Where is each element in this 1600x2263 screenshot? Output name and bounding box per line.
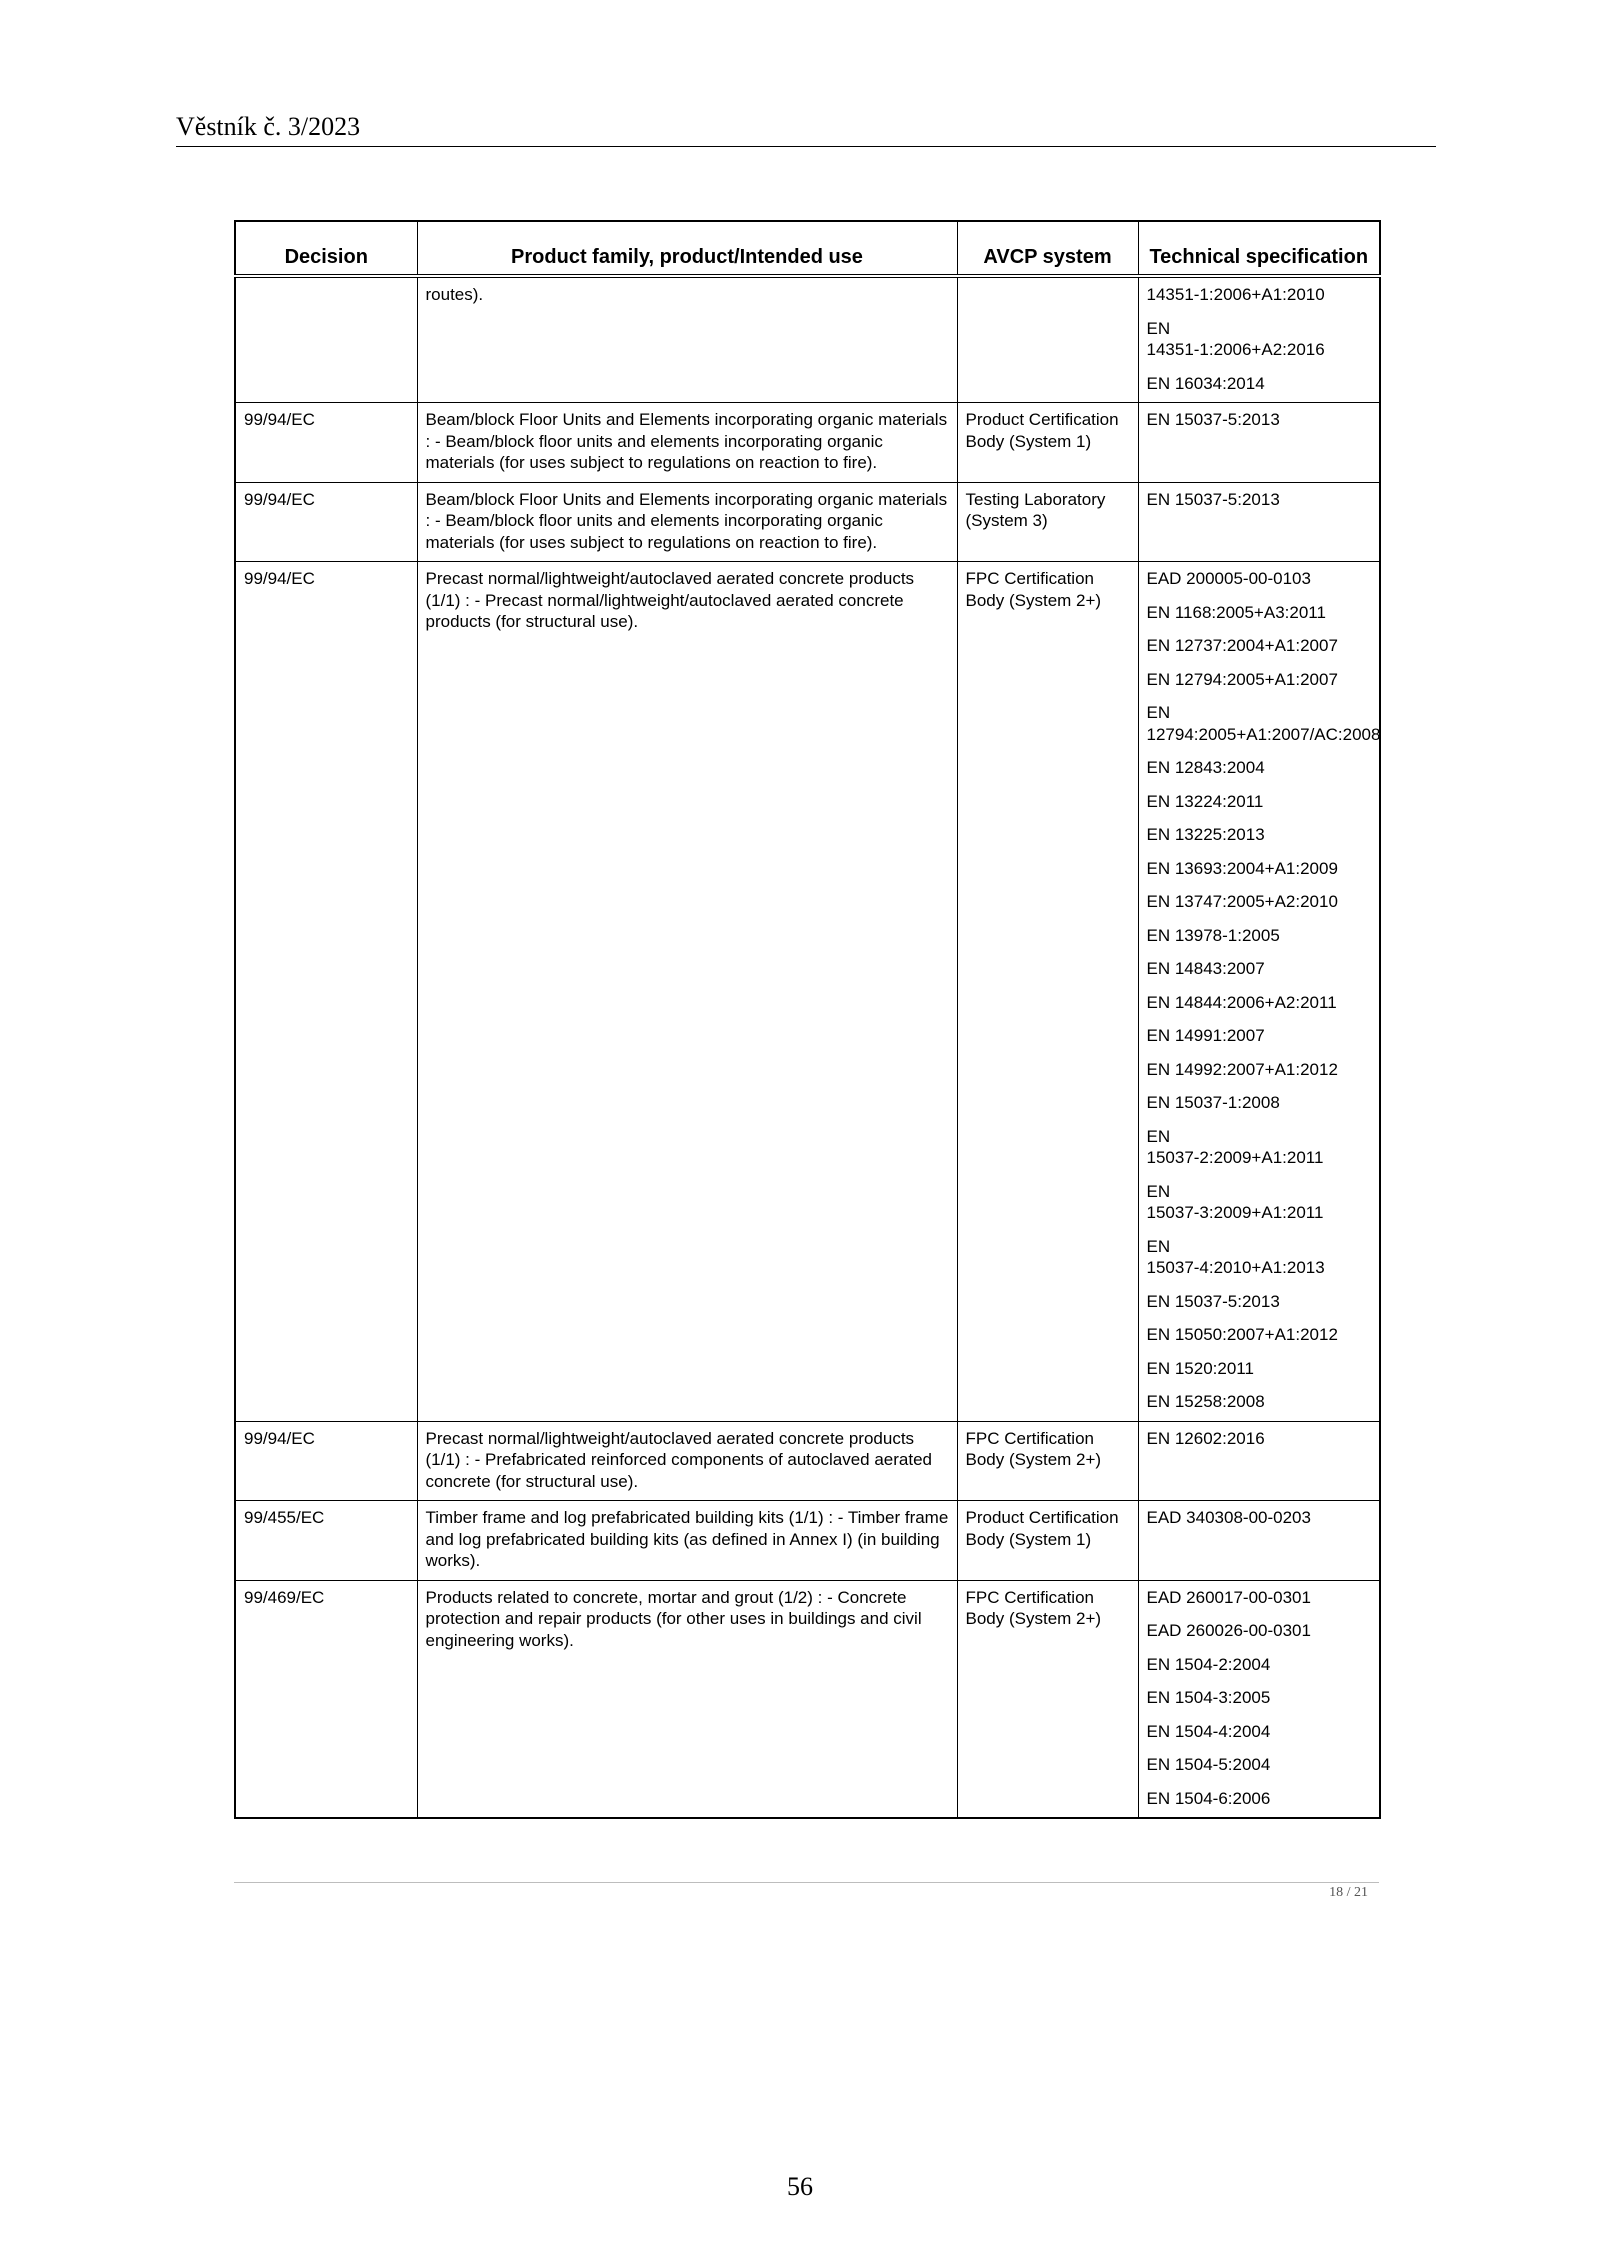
specification-list bbox=[1147, 489, 1374, 511]
specification-list bbox=[1147, 1507, 1374, 1529]
product-cell: Products related to concrete, mortar and grout (1/2) : - Concrete protection and repair products (for other uses in buildings and civil engineering works). bbox=[417, 1580, 957, 1818]
specification-item: EN 14991:2007 bbox=[1146, 1026, 1265, 1045]
specification-item: EN 15037-1:2008 bbox=[1146, 1093, 1280, 1112]
decision-cell: 99/94/EC bbox=[235, 1421, 417, 1501]
header-divider bbox=[176, 146, 1436, 147]
specification-item: EN 15037-2:2009+A1:2011 bbox=[1146, 1126, 1324, 1167]
specification-item: EN 1168:2005+A3:2011 bbox=[1146, 602, 1326, 622]
specification-cell bbox=[1138, 403, 1380, 483]
table-row bbox=[235, 1501, 1380, 1581]
specification-cell bbox=[1138, 482, 1380, 562]
decision-cell: 99/94/EC bbox=[235, 482, 417, 562]
table-row bbox=[235, 276, 1380, 403]
specification-item: EAD 260017-00-0301 bbox=[1146, 1587, 1311, 1607]
avcp-cell: FPC Certification Body (System 2+) bbox=[957, 1580, 1138, 1818]
specification-item: EN 15037-3:2009+A1:2011 bbox=[1146, 1181, 1324, 1222]
specification-item: EN 1504-2:2004 bbox=[1146, 1654, 1271, 1674]
footer-divider bbox=[234, 1882, 1379, 1883]
column-header-decision: Decision bbox=[235, 221, 417, 276]
column-header-specification: Technical specification bbox=[1138, 221, 1380, 276]
specification-item: EN 12794:2005+A1:2007 bbox=[1146, 669, 1338, 689]
avcp-cell: FPC Certification Body (System 2+) bbox=[957, 562, 1138, 1422]
specification-item: EN 13225:2013 bbox=[1146, 825, 1265, 844]
table-row bbox=[235, 482, 1380, 562]
specification-item: EN 14843:2007 bbox=[1146, 959, 1265, 978]
specification-item: EN 15050:2007+A1:2012 bbox=[1146, 1325, 1338, 1344]
decision-cell bbox=[235, 276, 417, 403]
product-cell: Timber frame and log prefabricated building kits (1/1) : - Timber frame and log prefabricated building kits (as defined in Annex I) (in building works). bbox=[417, 1501, 957, 1581]
page-count: 18 / 21 bbox=[1329, 1885, 1368, 1900]
table-row bbox=[235, 1580, 1380, 1818]
decision-cell: 99/469/EC bbox=[235, 1580, 417, 1818]
specification-item: EN 12602:2016 bbox=[1146, 1428, 1265, 1448]
specification-item: EN 13978-1:2005 bbox=[1146, 925, 1280, 945]
avcp-cell: FPC Certification Body (System 2+) bbox=[957, 1421, 1138, 1501]
avcp-cell: Product Certification Body (System 1) bbox=[957, 1501, 1138, 1581]
decision-cell: 99/94/EC bbox=[235, 403, 417, 483]
specification-item: EAD 260026-00-0301 bbox=[1146, 1621, 1311, 1640]
specification-item: EN 13747:2005+A2:2010 bbox=[1146, 892, 1338, 911]
table-row bbox=[235, 1421, 1380, 1501]
specification-item: EN 15037-5:2013 bbox=[1146, 410, 1280, 429]
column-header-product: Product family, product/Intended use bbox=[417, 221, 957, 276]
specification-cell bbox=[1138, 1580, 1380, 1818]
table-row bbox=[235, 562, 1380, 1422]
decision-cell: 99/455/EC bbox=[235, 1501, 417, 1581]
specification-item: EAD 340308-00-0203 bbox=[1146, 1508, 1311, 1527]
table-header-row bbox=[235, 221, 1380, 276]
specification-list bbox=[1147, 284, 1374, 394]
avcp-cell: Product Certification Body (System 1) bbox=[957, 403, 1138, 483]
journal-title: Věstník č. 3/2023 bbox=[176, 112, 361, 141]
specification-item: EN 12843:2004 bbox=[1146, 758, 1265, 777]
product-cell: Beam/block Floor Units and Elements incorporating organic materials : - Beam/block floor units and elements incorporating organic materials (for uses subject to regulations on reaction to fire). bbox=[417, 482, 957, 562]
specification-item: EN 14844:2006+A2:2011 bbox=[1146, 992, 1337, 1012]
specification-list bbox=[1147, 409, 1374, 431]
specification-item: EN 12794:2005+A1:2007/AC:2008 bbox=[1146, 703, 1381, 744]
specification-list bbox=[1146, 568, 1381, 1413]
product-cell: Beam/block Floor Units and Elements incorporating organic materials : - Beam/block floor units and elements incorporating organic materials (for uses subject to regulations on reaction to fire). bbox=[417, 403, 957, 483]
product-cell: Precast normal/lightweight/autoclaved aerated concrete products (1/1) : - Prefabricated reinforced components of autoclaved aerated concrete (for structural use). bbox=[417, 1421, 957, 1501]
specification-cell bbox=[1138, 562, 1380, 1422]
table-row bbox=[235, 403, 1380, 483]
specification-cell bbox=[1138, 1501, 1380, 1581]
specification-item: EN 14351-1:2006+A2:2016 bbox=[1146, 318, 1325, 359]
column-header-avcp: AVCP system bbox=[957, 221, 1138, 276]
product-cell: Precast normal/lightweight/autoclaved aerated concrete products (1/1) : - Precast normal/lightweight/autoclaved aerated concrete products (for structural use). bbox=[417, 562, 957, 1422]
specification-cell bbox=[1138, 1421, 1380, 1501]
specification-item: EN 15258:2008 bbox=[1146, 1392, 1265, 1411]
specification-item: EN 15037-4:2010+A1:2013 bbox=[1146, 1236, 1325, 1277]
specification-item: EN 14992:2007+A1:2012 bbox=[1146, 1059, 1338, 1079]
specification-item: EAD 200005-00-0103 bbox=[1146, 569, 1311, 588]
specification-item: EN 16034:2014 bbox=[1146, 373, 1265, 393]
specification-item: EN 1504-4:2004 bbox=[1146, 1721, 1271, 1741]
decision-cell: 99/94/EC bbox=[235, 562, 417, 1422]
specification-item: EN 15037-5:2013 bbox=[1146, 1291, 1280, 1311]
specification-cell bbox=[1138, 276, 1380, 403]
specification-list bbox=[1147, 1428, 1374, 1450]
specification-item: EN 12737:2004+A1:2007 bbox=[1146, 636, 1338, 655]
avcp-cell: Testing Laboratory (System 3) bbox=[957, 482, 1138, 562]
specification-item: EN 13224:2011 bbox=[1146, 791, 1264, 811]
avcp-cell bbox=[957, 276, 1138, 403]
specification-item: 14351-1:2006+A1:2010 bbox=[1146, 285, 1325, 304]
table-body bbox=[235, 276, 1380, 1818]
certification-table bbox=[234, 220, 1381, 1819]
specification-item: EN 1520:2011 bbox=[1146, 1358, 1254, 1378]
specification-list bbox=[1147, 1587, 1374, 1810]
specification-item: EN 1504-3:2005 bbox=[1146, 1688, 1271, 1707]
specification-item: EN 1504-6:2006 bbox=[1146, 1788, 1271, 1808]
specification-item: EN 15037-5:2013 bbox=[1146, 489, 1280, 509]
specification-item: EN 13693:2004+A1:2009 bbox=[1146, 858, 1338, 878]
specification-item: EN 1504-5:2004 bbox=[1146, 1755, 1271, 1774]
product-cell: routes). bbox=[417, 276, 957, 403]
page-number: 56 bbox=[787, 2172, 813, 2201]
